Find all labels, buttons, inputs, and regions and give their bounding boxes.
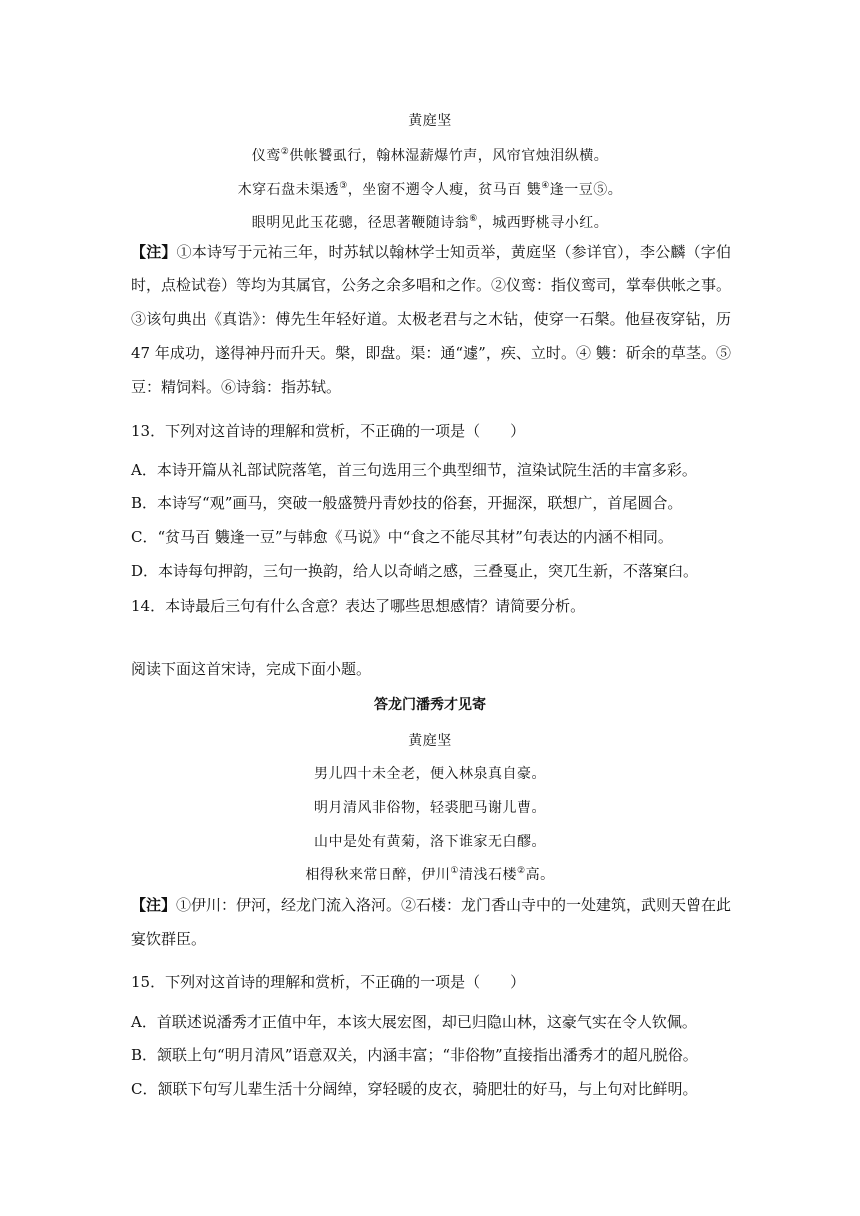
poem2-line-4: 相得秋来常日醉，伊川①清浅石楼②高。 [305,866,555,883]
q15-stem: 15．下列对这首诗的理解和赏析，不正确的一项是（ ） [131,973,526,991]
poem1-note-line-1: 【注】①本诗写于元祐三年，时苏轼以翰林学士知贡举，黄庭坚（参详官），李公麟（字伯 [131,243,731,261]
poem2-author: 黄庭坚 [408,733,452,749]
poem2-line-3: 山中是处有黄菊，洛下谁家无白醪。 [314,834,546,850]
q14-stem: 14．本诗最后三句有什么含意？表达了哪些思想感情？请简要分析。 [131,597,586,615]
reading-intro: 阅读下面这首宋诗，完成下面小题。 [131,660,372,678]
poem2-note-line-2: 宴饮群臣。 [131,930,207,948]
q15-option-a: A．首联述说潘秀才正值中年，本该大展宏图，却已归隐山林，这豪气实在令人钦佩。 [131,1013,697,1031]
poem1-note-line-4: 47 年成功，遂得神丹而升天。槃，即盘。渠：通“遽”，疾、立时。④ 䨇：斫余的草茎。⑤ [131,344,731,362]
q13-option-b: B．本诗写“观”画马，突破一般盛赞丹青妙技的俗套，开掘深，联想广，首尾圆合。 [131,494,683,512]
poem1-note-line-5: 豆：精饲料。⑥诗翁：指苏轼。 [131,378,342,396]
poem1-line-2: 木穿石盘未渠透③，坐窗不遡令人瘦，贫马百 䨇④逢一豆⑤。 [237,181,623,198]
poem2-line-1: 男儿四十未全老，便入林泉真自豪。 [314,766,546,782]
poem1-note-line-2: 时，点检试卷）等均为其属官，公务之余多唱和之作。②仪鸾：指仪鸾司，掌奉供帐之事。 [131,276,732,294]
q13-option-d: D．本诗每句押韵，三句一换韵，给人以奇峭之感，三叠戛止，突兀生新，不落窠臼。 [131,562,699,580]
q15-option-b: B．颔联上句“明月清风”语意双关，内涵丰富；“非俗物”直接指出潘秀才的超凡脱俗。 [131,1046,698,1064]
poem1-note-line-3: ③该句典出《真诰》：傅先生年轻好道。太极老君与之木钻，使穿一石槃。他昼夜穿钻，历 [131,310,731,328]
poem2-line-2: 明月清风非俗物，轻裘肥马谢儿曹。 [314,800,546,816]
poem1-line-1: 仪鸾②供帐饕虱行，翰林湿薪爆竹声，风帘官烛泪纵横。 [251,147,609,164]
poem1-line-3: 眼明见此玉花骢，径思著鞭随诗翁⑥，城西野桃寻小红。 [251,214,609,231]
poem1-author: 黄庭坚 [408,113,452,129]
poem2-title: 答龙门潘秀才见寄 [374,697,486,713]
q13-stem: 13．下列对这首诗的理解和赏析，不正确的一项是（ ） [131,422,526,440]
q15-option-c: C．颔联下句写儿辈生活十分阔绰，穿轻暖的皮衣，骑肥壮的好马，与上句对比鲜明。 [131,1080,698,1098]
note-tag: 【注】 [131,896,177,914]
q13-option-a: A．本诗开篇从礼部试院落笔，首三句选用三个典型细节，渲染试院生活的丰富多彩。 [131,461,697,479]
poem2-note-line-1: 【注】①伊川：伊河，经龙门流入洛河。②石楼：龙门香山寺中的一处建筑，武则天曾在此 [131,896,732,914]
q13-option-c: C．“贫马百 䨇逢一豆”与韩愈《马说》中“食之不能尽其材”句表达的内涵不相同。 [131,528,673,546]
note-tag: 【注】 [131,243,177,261]
